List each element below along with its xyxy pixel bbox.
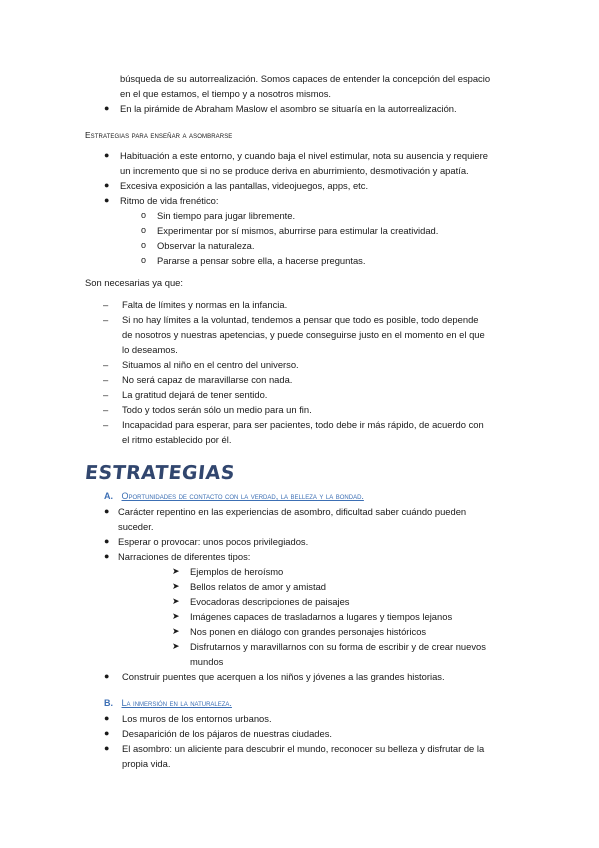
b-b3-line-2: propia vida. [122,758,171,769]
bullet-icon: ● [104,713,110,723]
arrow-bullet-icon: ➤ [172,626,180,636]
nec-1: Falta de límites y normas en la infancia. [122,299,288,310]
intro-line-1: búsqueda de su autorrealización. Somos capaces de entender la concepción del espacio [120,73,491,84]
nec-2-line-2: de nosotros y nuestras apetencias, y puede conseguirse justo en el momento en el que [122,329,485,340]
a-b2: Esperar o provocar: unos pocos privilegiados. [118,536,309,547]
a-b4: Construir puentes que acerquen a los niños y jóvenes a las grandes historias. [122,671,445,682]
bullet-icon: ● [104,506,110,516]
a-arrow-4: Imágenes capaces de trasladarnos a lugares y tiempos lejanos [190,611,453,622]
a-arrow-3: Evocadoras descripciones de paisajes [190,596,350,607]
dash-icon: – [103,419,109,430]
a-b1-line-2: suceder. [118,521,154,532]
arrow-bullet-icon: ➤ [172,611,180,621]
section-title: ESTRATEGIAS [83,462,237,484]
bullet-icon: ● [104,551,110,561]
bullet-icon: ● [104,536,110,546]
bullet-icon: ● [104,743,110,753]
estrategias-heading: Estrategias para enseñar a asombrarse [85,130,233,140]
b-b2: Desaparición de los pájaros de nuestras ciudades. [122,728,333,739]
a-b3: Narraciones de diferentes tipos: [118,551,251,562]
estr-sub-4: Pararse a pensar sobre ella, a hacerse preguntas. [157,255,366,266]
b-b1: Los muros de los entornos urbanos. [122,713,272,724]
estr-item-2: Excesiva exposición a las pantallas, videojuegos, apps, etc. [120,180,369,191]
section-a-heading [104,490,364,503]
maslow-text: En la pirámide de Abraham Maslow el asombro se situaría en la autorrealización. [120,103,457,114]
arrow-bullet-icon: ➤ [172,581,180,591]
nec-5: La gratitud dejará de tener sentido. [122,389,268,400]
necesarias-intro: Son necesarias ya que: [85,277,183,288]
dash-icon: – [103,374,109,385]
intro-line-2: en el que estamos, el tiempo y a nosotros mismos. [120,88,332,99]
a-b1-line-1: Carácter repentino en las experiencias de asombro, dificultad saber cuándo pueden [118,506,467,517]
circle-bullet-icon: o [141,210,147,220]
a-arrow-6-line-2: mundos [190,656,224,667]
bullet-icon: ● [104,195,110,205]
section-b-heading [104,697,232,710]
b-b3-line-1: El asombro: un aliciente para descubrir el mundo, reconocer su belleza y disfrutar de la [122,743,485,754]
dash-icon: – [103,299,109,310]
bullet-icon: ● [104,728,110,738]
bullet-icon: ● [104,671,110,681]
nec-2-line-1: Si no hay límites a la voluntad, tendemos a pensar que todo es posible, todo depende [122,314,479,325]
estr-sub-3: Observar la naturaleza. [157,240,255,251]
estr-item-1-line-1: Habituación a este entorno, y cuando baja el nivel estimular, nota su ausencia y requiere [120,150,488,161]
bullet-icon: ● [104,150,110,160]
bullet-icon: ● [104,180,110,190]
dash-icon: – [103,404,109,415]
arrow-bullet-icon: ➤ [172,566,180,576]
estr-item-1-line-2: un incremento que si no se produce deriva en aburrimiento, desmotivación y apatía. [120,165,469,176]
section-a-title: Oportunidades de contacto con la verdad, la belleza y la bondad. [121,491,364,501]
dash-icon: – [103,314,109,325]
estr-sub-1: Sin tiempo para jugar libremente. [157,210,296,221]
circle-bullet-icon: o [141,225,147,235]
nec-2-line-3: lo deseamos. [122,344,178,355]
section-a-letter: A. [104,491,113,501]
estr-item-3: Ritmo de vida frenético: [120,195,219,206]
nec-7-line-1: Incapacidad para esperar, para ser pacientes, todo debe ir más rápido, de acuerdo con [122,419,484,430]
bullet-icon: ● [104,103,110,113]
nec-4: No será capaz de maravillarse con nada. [122,374,293,385]
circle-bullet-icon: o [141,240,147,250]
dash-icon: – [103,389,109,400]
arrow-bullet-icon: ➤ [172,596,180,606]
nec-6: Todo y todos serán sólo un medio para un fin. [122,404,312,415]
a-arrow-6: Disfrutarnos y maravillarnos con su forma de escribir y de crear nuevos [190,641,486,652]
dash-icon: – [103,359,109,370]
arrow-bullet-icon: ➤ [172,641,180,651]
nec-7-line-2: el ritmo establecido por él. [122,434,232,445]
a-arrow-2: Bellos relatos de amor y amistad [190,581,326,592]
nec-3: Situamos al niño en el centro del universo. [122,359,299,370]
section-b-title: La inmersión en la naturaleza. [121,698,232,708]
circle-bullet-icon: o [141,255,147,265]
a-arrow-1: Ejemplos de heroísmo [190,566,284,577]
section-b-letter: B. [104,698,113,708]
estr-sub-2: Experimentar por sí mismos, aburrirse para estimular la creatividad. [157,225,439,236]
a-arrow-5: Nos ponen en diálogo con grandes personajes históricos [190,626,427,637]
